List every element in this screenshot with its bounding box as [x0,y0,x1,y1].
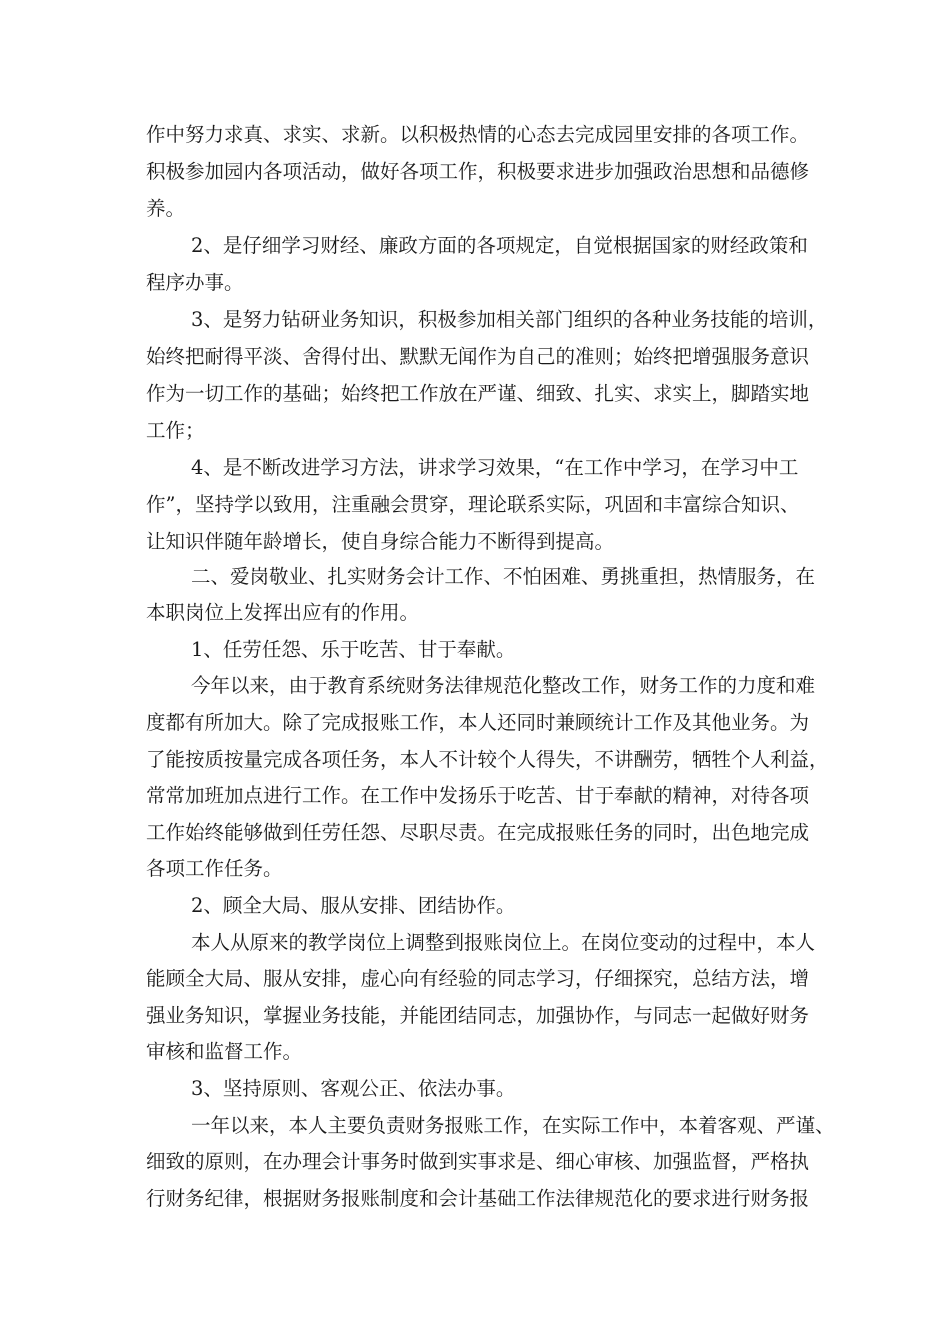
text-line: 细致的原则，在办理会计事务时做到实事求是、细心审核、加强监督，严格执 [146,1150,810,1173]
text-line: 养。 [146,197,186,220]
text-line: 常常加班加点进行工作。在工作中发扬乐于吃苦、甘于奉献的精神，对待各项 [146,784,810,807]
text-line: 3、坚持原则、客观公正、依法办事。 [191,1077,516,1100]
text-line: 作为一切工作的基础；始终把工作放在严谨、细致、扎实、求实上，脚踏实地 [146,382,810,405]
text-line: 作中努力求真、求实、求新。以积极热情的心态去完成园里安排的各项工作。 [146,123,810,146]
text-line: 4、是不断改进学习方法，讲求学习效果，“在工作中学习，在学习中工 [191,456,799,479]
text-line: 审核和监督工作。 [146,1040,303,1063]
text-line: 今年以来，由于教育系统财务法律规范化整改工作，财务工作的力度和难 [191,674,816,697]
text-line: 2、是仔细学习财经、廉政方面的各项规定，自觉根据国家的财经政策和 [191,234,808,257]
text-line: 二、爱岗敬业、扎实财务会计工作、不怕困难、勇挑重担，热情服务，在 [191,565,816,588]
text-line: 强业务知识，掌握业务技能，并能团结同志，加强协作，与同志一起做好财务 [146,1004,810,1027]
text-line: 本人从原来的教学岗位上调整到报账岗位上。在岗位变动的过程中，本人 [191,931,816,954]
text-line: 工作； [146,419,205,442]
text-line: 让知识伴随年龄增长，使自身综合能力不断得到提高。 [146,530,615,553]
text-line: 3、是努力钻研业务知识，积极参加相关部门组织的各种业务技能的培训， [191,308,828,331]
text-line: 一年以来，本人主要负责财务报账工作，在实际工作中，本着客观、严谨、 [191,1114,835,1137]
text-line: 能顾全大局、服从安排，虚心向有经验的同志学习，仔细探究，总结方法，增 [146,967,810,990]
text-line: 积极参加园内各项活动，做好各项工作，积极要求进步加强政治思想和品德修 [146,160,810,183]
text-line: 程序办事。 [146,271,244,294]
text-line: 各项工作任务。 [146,857,283,880]
text-line: 度都有所加大。除了完成报账工作，本人还同时兼顾统计工作及其他业务。为 [146,711,810,734]
text-line: 1、任劳任怨、乐于吃苦、甘于奉献。 [191,638,516,661]
text-line: 2、顾全大局、服从安排、团结协作。 [191,894,516,917]
text-line: 了能按质按量完成各项任务，本人不计较个人得失，不讲酬劳，牺牲个人利益， [146,748,829,771]
text-line: 行财务纪律，根据财务报账制度和会计基础工作法律规范化的要求进行财务报 [146,1187,810,1210]
text-line: 始终把耐得平淡、舍得付出、默默无闻作为自己的准则；始终把增强服务意识 [146,345,810,368]
text-line: 作”，坚持学以致用，注重融会贯穿，理论联系实际，巩固和丰富综合知识、 [146,493,800,516]
text-line: 工作始终能够做到任劳任怨、尽职尽责。在完成报账任务的同时，出色地完成 [146,821,810,844]
text-line: 本职岗位上发挥出应有的作用。 [146,601,420,624]
